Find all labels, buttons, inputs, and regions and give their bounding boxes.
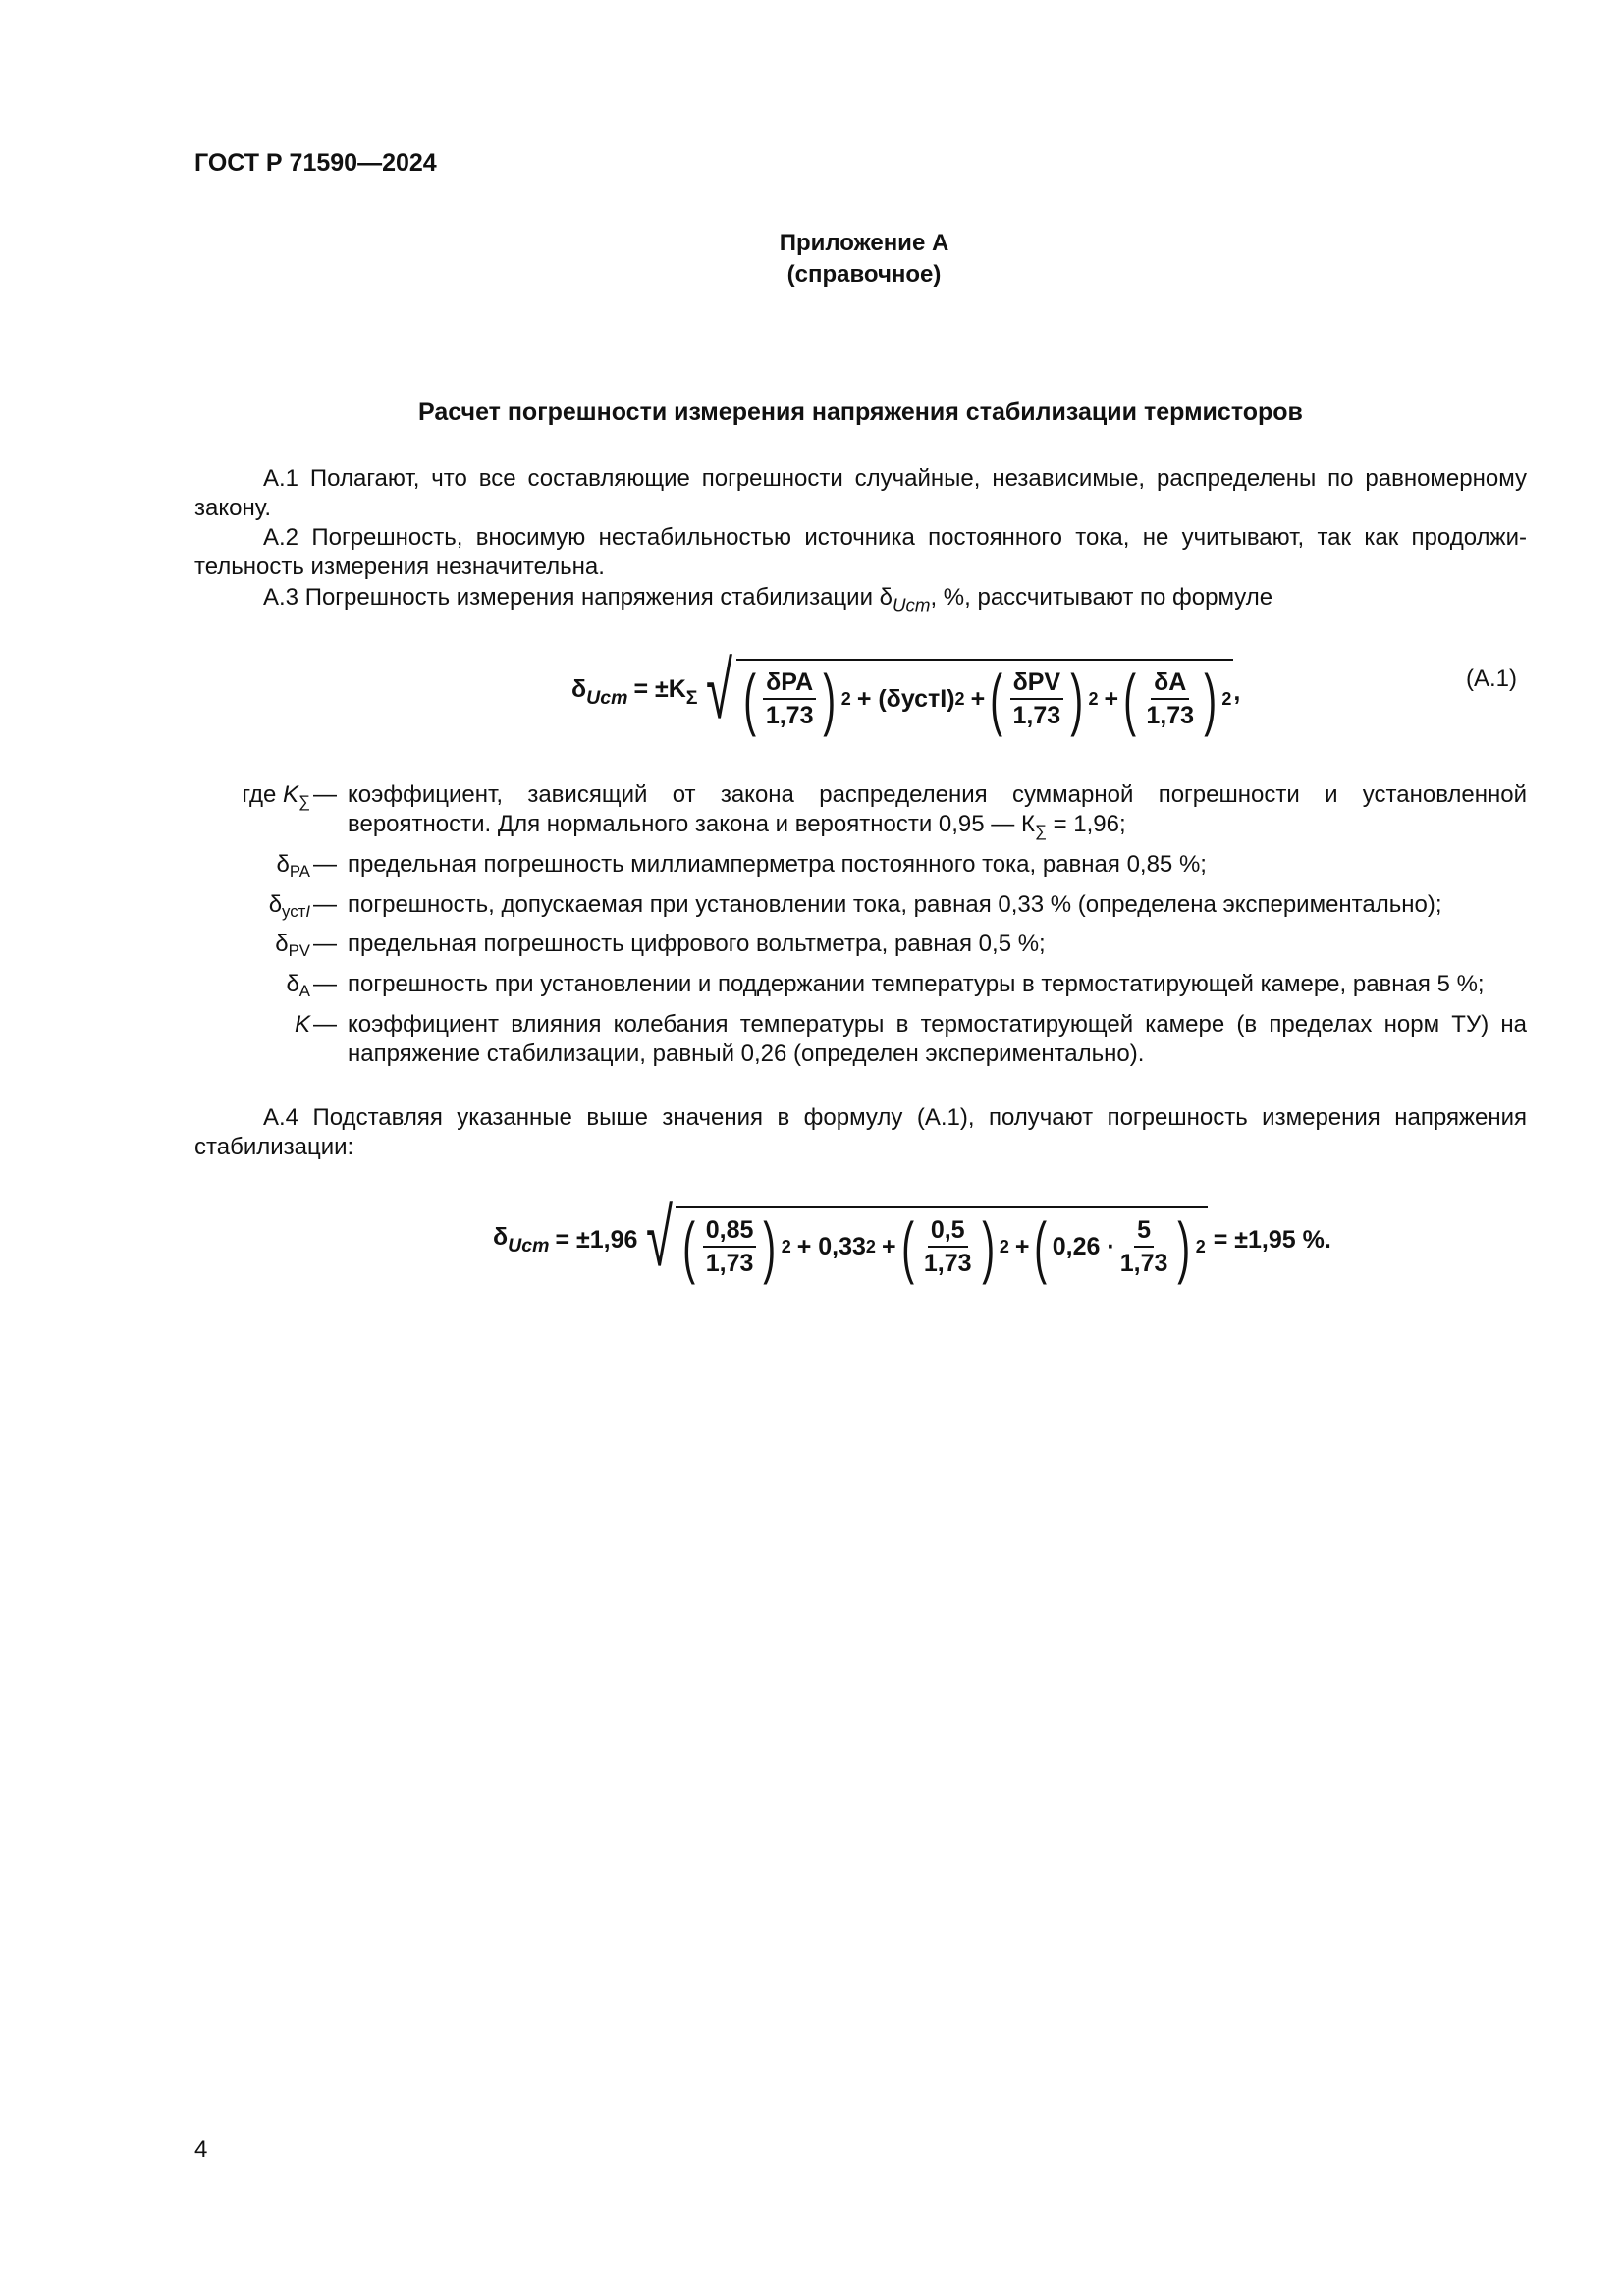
definition-term: K — [294, 1011, 310, 1038]
definition-description: предельная погрешность цифрового вольтметра, равная 0,5 %; — [348, 931, 1046, 957]
definition-term: $\delta_{PV}$ — [275, 931, 310, 961]
formula-result-sqrt: √ ( $\frac{0,85}{1,73}$ ) 2 + 0,33 2 + ( $\frac{0,5}{1,73}$ ) 2 + ( 0,26 · $\frac{5}{1,73}$ ) 2 — [646, 1194, 1206, 1285]
formula-result — [493, 1186, 1331, 1294]
definition-delta-pa: $\delta_{PA}$ — предельная погрешность миллиамперметра постоянного тока, равная 0,85 %; — [194, 850, 1527, 886]
section-title: Расчет погрешности измерения напряжения стабилизации термисторов — [418, 399, 1303, 426]
definition-k-sum: где $K_\sum$ — коэффициент, зависящий от закона распределения суммарной погрешности и установленной вероятности. Для нормального закона и вероятности 0,95 — $К_\sum = 1,96$; — [194, 780, 1527, 846]
definition-k: K — коэффициент влияния колебания температуры в термостатирующей камере (в пределах норм ТУ) на напряжение стабилизации, равный 0,26 (определен экспериментально). — [194, 1010, 1527, 1069]
definition-term: где $K_\sum$ — [242, 781, 310, 812]
formula-a1-lhs: $\delta_{Uст}$ — [571, 674, 628, 709]
formula-result-term-4: $\frac{5}{1,73}$ — [1119, 1216, 1168, 1277]
formula-result-lhs: $\delta_{Uст}$ — [493, 1222, 550, 1256]
definition-term: $\delta_{PA}$ — [276, 851, 310, 881]
annex-title: Приложение А — [779, 230, 949, 256]
definition-delta-ust: $\delta_{устI}$ — погрешность, допускаемая при установлении тока, равная 0,33 % (определена экспериментально); — [194, 890, 1527, 927]
formula-result-term-2: + 0,33 — [796, 1232, 866, 1260]
formula-result-term-3: $\frac{0,5}{1,73}$ — [923, 1216, 972, 1277]
formula-a1-sqrt: √ ( $\frac{\text{δPA}}{1,73}$ ) 2 + (δустI) 2 + ( $\frac{\text{δPV}}{1,73}$ ) 2 + ( $\frac{\delta A}{1,73}$ ) 2 — [706, 646, 1232, 737]
radical-sign-icon: √ — [646, 1194, 674, 1283]
formula-result-term-1: $\frac{0,85}{1,73}$ — [703, 1216, 757, 1277]
formula-a1-term-pv: $\frac{\text{δPV}}{1,73}$ — [1009, 668, 1063, 729]
paragraph-a1: А.1 Полагают, что все составляющие погрешности случайные, независимые, распределены по равномерному закону. — [194, 465, 1527, 521]
radical-sign-icon: √ — [706, 646, 733, 735]
formula-a1-term-pa: $\frac{\text{δPA}}{1,73}$ — [763, 668, 817, 729]
annex-subtitle: (справочное) — [786, 261, 942, 288]
definition-term: $\delta_A$ — [286, 971, 310, 1001]
formula-a1: $\delta_{Uст}$ = $\pm K_\Sigma$ √ ( $\frac{\text{δPA}}{1,73}$ ) 2 + (δустI) 2 + ( $\frac{\text{δPV}}{1,73}$ ) 2 + ( $\frac{\delta A}{1,73}$ ) 2 , — [571, 646, 1241, 737]
definition-description: погрешность, допускаемая при установлении тока, равная 0,33 % (определена экспериментально); — [348, 891, 1442, 918]
paragraph-a4: А.4 Подставляя указанные выше значения в формулу (А.1), получают погрешность измерения напряжения стабилизации: — [194, 1104, 1527, 1160]
formula-a1-number: (А.1) — [1466, 666, 1518, 692]
page-number: 4 — [194, 2136, 208, 2163]
definition-delta-a: $\delta_A$ — погрешность при установлении и поддержании температуры в термостатирующей камере, равная 5 %; — [194, 970, 1527, 1006]
definition-description: предельная погрешность миллиамперметра постоянного тока, равная 0,85 %; — [348, 851, 1207, 878]
formula-result-eq: = ±1,96 — [555, 1225, 638, 1254]
formula-a1-term-ust: + (δустI) — [856, 684, 955, 713]
formula-result-value: = ±1,95 %. — [1213, 1225, 1331, 1254]
annex-heading — [687, 228, 1041, 291]
document-code: ГОСТ Р 71590—2024 — [194, 149, 437, 177]
definition-term: $\delta_{устI}$ — [268, 891, 310, 922]
definition-description: погрешность при установлении и поддержании температуры в термостатирующей камере, равная 5 %; — [348, 971, 1485, 997]
paragraph-a3-text: А.3 Погрешность измерения напряжения стабилизации δ — [263, 584, 893, 611]
formula-a1-term-a: $\frac{\delta A}{1,73}$ — [1146, 668, 1195, 729]
definition-description: коэффициент влияния колебания температуры в термостатирующей камере (в пределах норм ТУ) на напряжение стабилизации, равный 0,26 (определен экспериментально). — [348, 1011, 1527, 1067]
paragraph-a3-tail: , %, рассчитывают по формуле — [930, 584, 1273, 611]
paragraph-a3 — [194, 583, 1527, 620]
definition-description: коэффициент, зависящий от закона распределения суммарной погрешности и установленной вероятности. Для нормального закона и вероятности 0,95 — $К_\sum = 1,96$; — [348, 781, 1527, 841]
paragraph-a2: А.2 Погрешность, вносимую нестабильностью источника постоянного тока, не учитывают, так как продолжительность измерения незначительна. — [194, 524, 1527, 580]
definition-delta-pv: $\delta_{PV}$ — предельная погрешность цифрового вольтметра, равная 0,5 %; — [194, 930, 1527, 966]
formula-a1-eq: = $\pm K_\Sigma$ — [633, 674, 698, 709]
paragraph-a3-symbol-subscript: Uст — [893, 594, 931, 615]
